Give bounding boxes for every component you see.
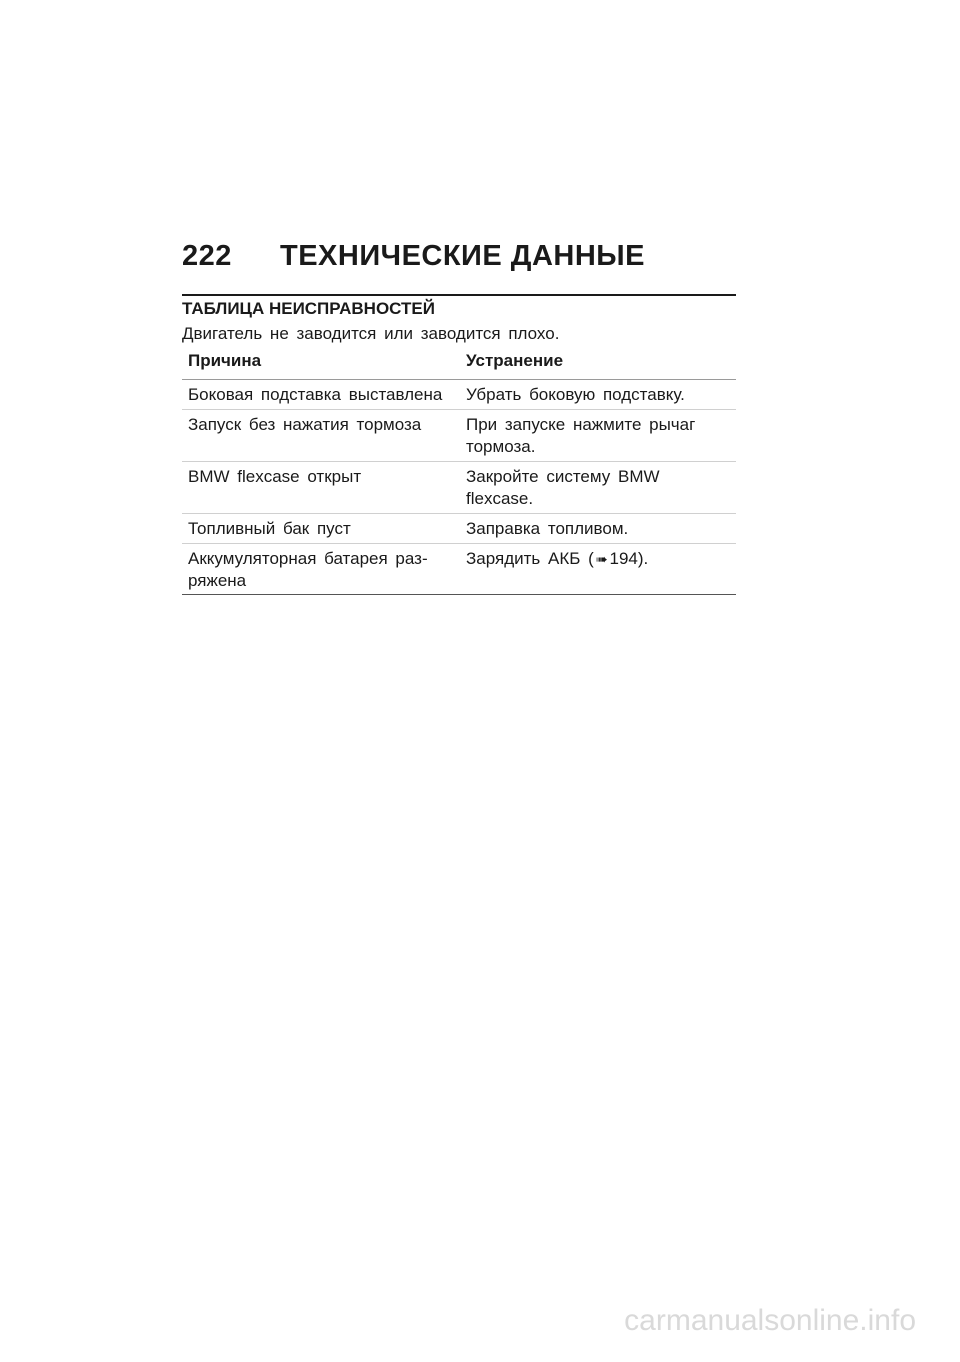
fault-table (182, 348, 736, 595)
remedy-cell (460, 544, 736, 595)
page-number: 222 (182, 240, 232, 272)
cause-cell: BMW flexcase открыт (182, 462, 460, 514)
table-row (182, 514, 736, 544)
table-row (182, 410, 736, 462)
table-row (182, 380, 736, 410)
remedy-cell: Заправка топливом. (460, 514, 736, 544)
remedy-cell: Убрать боковую подставку. (460, 380, 736, 410)
column-header-cause: Причина (182, 348, 460, 380)
cause-cell: Боковая подставка выставлена (182, 380, 460, 410)
cause-cell: Аккумуляторная батарея раз-ряжена (182, 544, 460, 595)
section-intro: Двигатель не заводится или заводится плохо. (182, 324, 560, 343)
table-header-row (182, 348, 736, 380)
page-header (182, 240, 736, 280)
remedy-cell: Закройте систему BMW flexcase. (460, 462, 736, 514)
table-row (182, 462, 736, 514)
page-reference[interactable]: 194). (609, 549, 649, 568)
remedy-text: Зарядить АКБ (466, 549, 581, 568)
watermark: carmanualsonline.info (624, 1304, 916, 1337)
ref-open-paren: ( (588, 549, 594, 568)
cause-cell: Топливный бак пуст (182, 514, 460, 544)
arrow-right-icon: ➠ (595, 551, 608, 567)
section-divider (182, 294, 736, 296)
section-title: ТАБЛИЦА НЕИСПРАВНОСТЕЙ (182, 299, 435, 318)
table-row (182, 544, 736, 595)
cause-cell: Запуск без нажатия тормоза (182, 410, 460, 462)
remedy-cell: При запуске нажмите рычаг тормоза. (460, 410, 736, 462)
column-header-remedy: Устранение (460, 348, 736, 380)
chapter-title: ТЕХНИЧЕСКИЕ ДАННЫЕ (280, 240, 646, 272)
